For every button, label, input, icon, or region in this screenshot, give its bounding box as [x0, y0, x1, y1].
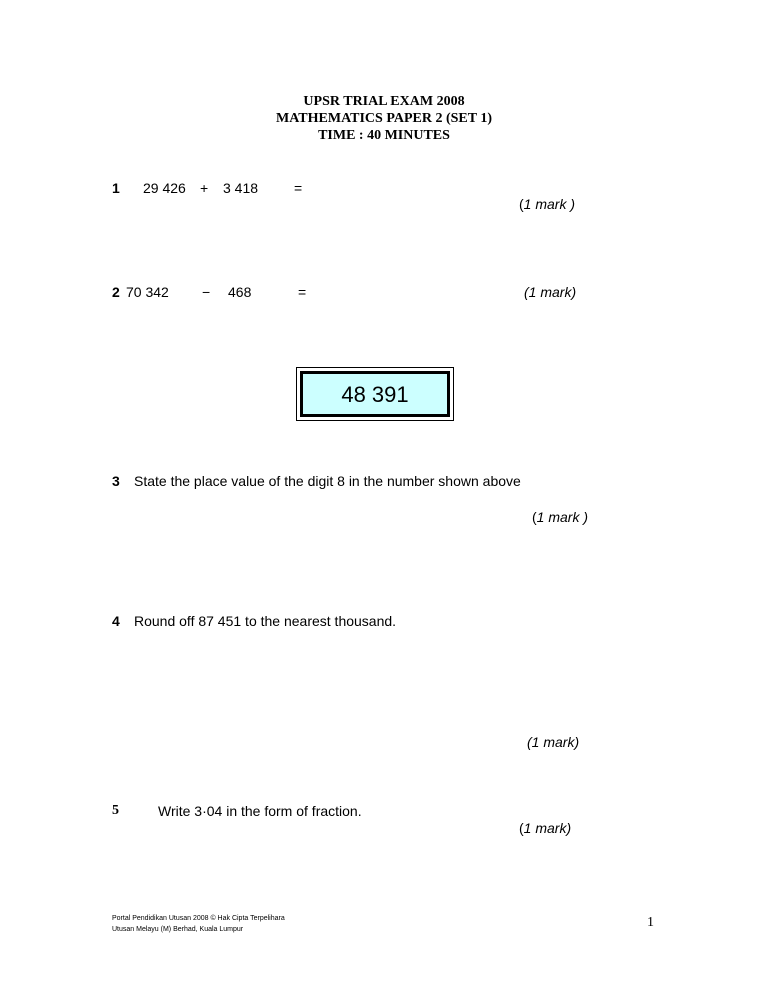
operator: −: [202, 284, 211, 300]
footer-copyright: Portal Pendidikan Utusan 2008 © Hak Cipta Terpelihara: [112, 915, 285, 922]
operand-2: 3 418: [223, 180, 259, 196]
question-number: 5: [112, 803, 119, 818]
exam-title: UPSR TRIAL EXAM 2008: [303, 94, 465, 109]
equals-sign: =: [298, 284, 307, 300]
operand-2: 468: [228, 284, 252, 300]
mark-allocation: [519, 820, 571, 836]
mark-open-paren: (: [532, 509, 537, 525]
operator: +: [200, 180, 209, 196]
question-text: Round off 87 451 to the nearest thousand.: [134, 613, 397, 629]
mark-text: 1 mark ): [523, 196, 576, 212]
mark-allocation: (1 mark): [524, 284, 577, 300]
footer-publisher: Utusan Melayu (M) Berhad, Kuala Lumpur: [112, 926, 244, 933]
page-number: 1: [647, 915, 654, 930]
question-number: 2: [112, 284, 120, 300]
mark-text: 1 mark ): [536, 509, 589, 525]
mark-open-paren: (: [519, 820, 524, 836]
operand-1: 70 342: [126, 284, 169, 300]
mark-allocation: [519, 196, 575, 212]
number-display-inner: [300, 371, 450, 417]
question-text: Write 3·04 in the form of fraction.: [158, 803, 362, 819]
equals-sign: =: [294, 180, 303, 196]
mark-allocation: (1 mark): [527, 734, 580, 750]
paper-title: MATHEMATICS PAPER 2 (SET 1): [276, 111, 492, 126]
displayed-number: 48 391: [341, 382, 409, 407]
number-display-box: [296, 367, 454, 421]
question-number: 1: [112, 180, 120, 196]
question-number: 3: [112, 473, 120, 489]
mark-open-paren: (: [519, 196, 524, 212]
operand-1: 29 426: [143, 180, 186, 196]
question-text: State the place value of the digit 8 in the number shown above: [134, 473, 521, 489]
mark-allocation: [532, 509, 588, 525]
question-number: 4: [112, 613, 120, 629]
mark-text: 1 mark): [523, 820, 572, 836]
time-allowed: TIME : 40 MINUTES: [318, 128, 450, 143]
